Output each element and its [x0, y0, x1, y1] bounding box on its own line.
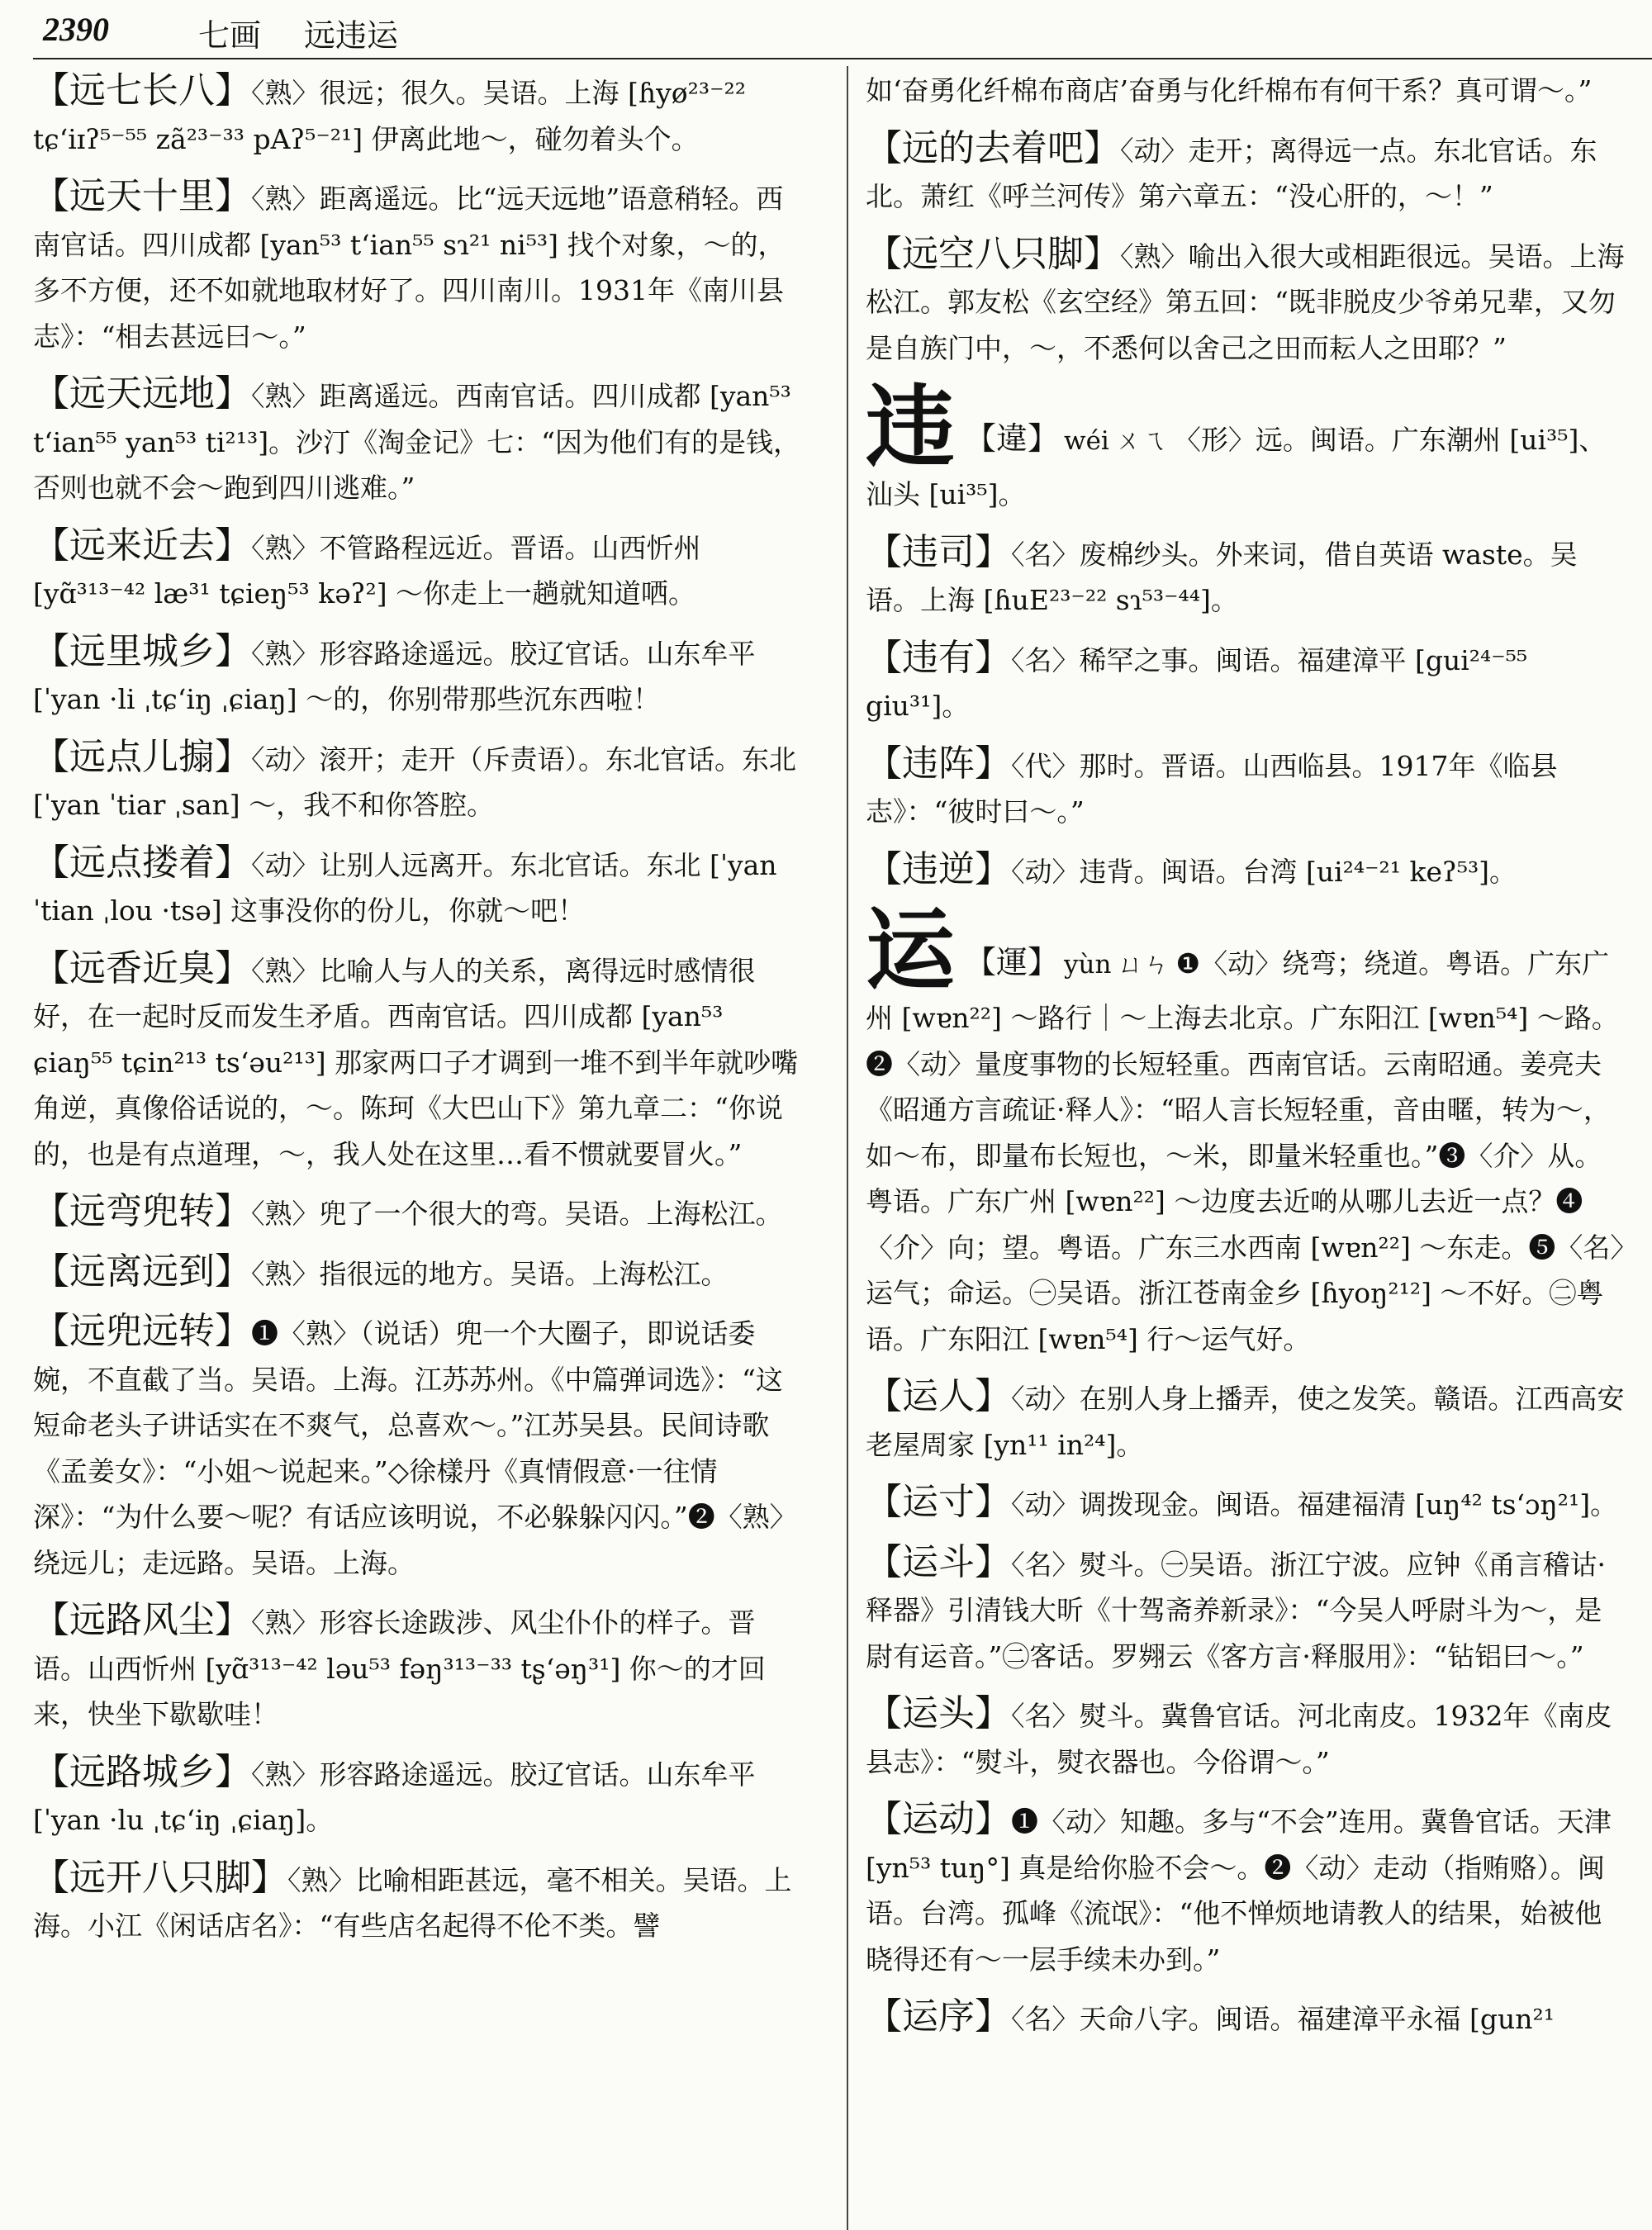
entry-text: ❶〈熟〉（说话）兜一个大圈子，即说话委婉，不直截了当。吴语。上海。江苏苏州。《中篇弹词选》：“这短命老头子讲话实在不爽气，总喜欢～。”江苏吴县。民间诗歌《孟姜女》：“小姐～说起来。”◇徐樣丹《真情假意·一往情深》：“为什么要～呢？有话应该明说，不必躲躲闪闪。”❷〈熟〉绕远儿；走远路。吴语。上海。: [33, 1317, 797, 1579]
entry-headword: 【远七长八】: [33, 69, 251, 112]
entry-headword: 【远开八只脚】: [33, 1856, 287, 1899]
section-label: 七画: [198, 17, 262, 54]
head-character-entry: [866, 375, 1626, 518]
entry: [866, 126, 1626, 220]
bopomofo: ㄩㄣ: [1118, 950, 1170, 980]
entry-text: ❶〈动〉知趣。多与“不会”连用。冀鲁官话。天津 [yn⁵³ tuŋ°] 真是给你脸不会～。❷〈动〉走动（指贿赂）。闽语。台湾。孤峰《流氓》：“他不惮烦地请教人的结果，始被他晓得还有～一层手续未办到。”: [866, 1805, 1612, 1976]
entry-headword: 【违逆】: [866, 847, 1011, 890]
entry: [33, 629, 801, 723]
entry: [866, 1691, 1626, 1785]
entry: [866, 231, 1626, 372]
entry-headword: 【远来近去】: [33, 524, 251, 567]
entry: [866, 1994, 1626, 2043]
entry-headword: 【远天远地】: [33, 372, 251, 415]
traditional-form: 【運】: [965, 944, 1060, 980]
entry-text: 〈熟〉比喻人与人的关系，离得远时感情很好，在一起时反而发生矛盾。西南官话。四川成都 [yan⁵³ ɕiaŋ⁵⁵ tɕin²¹³ tsʻəu²¹³] 那家两口子才调到一堆不到半年就吵嘴角逆，真像俗话说的，～。陈珂《大巴山下》第九章二：“你说的，也是有点道理，～，我人处在这里…看不惯就要冒火。”: [33, 954, 799, 1170]
entry-text: 〈动〉违背。闽语。台湾 [ui²⁴⁻²¹ keʔ⁵³]。: [1011, 855, 1517, 888]
bopomofo: ㄨㄟ: [1115, 426, 1167, 456]
entry: [33, 371, 801, 511]
traditional-form: 【違】: [965, 420, 1060, 457]
entry: [866, 529, 1626, 624]
right-column: [866, 68, 1626, 2054]
head-character: 违: [866, 375, 956, 479]
entry: [33, 68, 801, 162]
entry: [866, 1479, 1626, 1528]
entry: [33, 734, 801, 828]
page-number: 2390: [43, 11, 109, 48]
entry: [33, 1855, 801, 1949]
entry-headword: 【远路风尘】: [33, 1599, 251, 1641]
entry: [33, 1249, 801, 1298]
entry-text: 〈形〉远。闽语。广东潮州 [ui³⁵]、汕头 [ui³⁵]。: [866, 424, 1607, 510]
entry-headword: 【远兜远转】: [33, 1310, 251, 1352]
entry: [866, 1796, 1626, 1982]
entry: [33, 840, 801, 934]
entry-headword: 【违司】: [866, 530, 1011, 573]
entry-headword: 【违有】: [866, 636, 1011, 679]
entry: [866, 741, 1626, 835]
entry-text: 〈熟〉比喻相距甚远，毫不相关。吴语。上海。小江《闲话店名》：“有些店名起得不伦不类。譬: [33, 1863, 792, 1942]
entry: [33, 1308, 801, 1586]
entry-headword: 【运序】: [866, 1995, 1011, 2038]
entry: [866, 847, 1626, 895]
entry-headword: 【远的去着吧】: [866, 126, 1120, 169]
entry-text: 〈动〉在别人身上播弄，使之发笑。赣语。江西高安老屋周家 [yn¹¹ in²⁴]。: [866, 1383, 1625, 1461]
header-rule: [33, 58, 1652, 59]
entry-text: 〈熟〉指很远的地方。吴语。上海松江。: [251, 1257, 729, 1290]
entry-headword: 【远弯兜转】: [33, 1190, 251, 1232]
entry-text: ❶〈动〉绕弯；绕道。粤语。广东广州 [wɐn²²] ～路行｜～上海去北京。广东阳江 [wɐn⁵⁴] ～路。❷〈动〉量度事物的长短轻重。西南官话。云南昭通。姜亮夫《昭通方言疏证·释人》：“昭人言长短轻重，音由暱，转为～，如～布，即量布长短也，～米，即量米轻重也。”❸〈介〉从。粤语。广东广州 [wɐn²²] ～边度去近啲从哪儿去近一点？❹〈介〉向；望。粤语。广东三水西南 [wɐn²²] ～东走。❺〈名〉运气；命运。㊀吴语。浙江苍南金乡 [ɦyoŋ²¹²] ～不好。㊁粤语。广东阳江 [wɐn⁵⁴] 行～运气好。: [866, 947, 1624, 1355]
entry-headword: 【远天十里】: [33, 175, 251, 217]
entry-headword: 【运斗】: [866, 1540, 1011, 1583]
entry-headword: 【远路城乡】: [33, 1750, 251, 1793]
column-divider: [847, 66, 848, 2230]
entry-text: 〈动〉让别人远离开。东北官话。东北 [ˈyan ˈtian ˌlou ·tsə] 这事没你的份儿，你就～吧！: [33, 848, 777, 927]
entry-continuation: [866, 68, 1626, 114]
entry-text: 〈熟〉距离遥远。比“远天远地”语意稍轻。西南官话。四川成都 [yan⁵³ tʻian⁵⁵ sɿ²¹ ni⁵³] 找个对象，～的，多不方便，还不如就地取材好了。四川南川。1931年《南川县志》：“相去甚远曰～。”: [33, 183, 786, 353]
entry-text: 〈熟〉喻出入很大或相距很远。吴语。上海松江。郭友松《玄空经》第五回：“既非脱皮少爷弟兄辈，又勿是自族门中，～，不悉何以舍己之田而耘人之田耶？”: [866, 240, 1625, 364]
entry-headword: 【运人】: [866, 1375, 1011, 1417]
entry-headword: 【远点儿搧】: [33, 735, 251, 778]
entry: [33, 173, 801, 359]
entry-headword: 【远离远到】: [33, 1250, 251, 1293]
left-column: [33, 68, 801, 1961]
entry-text: 〈动〉滚开；走开（斥责语）。东北官话。东北 [ˈyan ˈtiar ˌsan] ～，我不和你答腔。: [33, 743, 796, 821]
entry: [866, 1374, 1626, 1468]
entry-text: 〈名〉熨斗。㊀吴语。浙江宁波。应钟《甬言稽诂·释器》引清钱大昕《十驾斋养新录》：“今吴人呼尉斗为～，是尉有运音。”㊁客话。罗翙云《客方言·释服用》：“钻铝曰～。”: [866, 1548, 1606, 1672]
entry-text: 〈熟〉很远；很久。吴语。上海 [ɦyø²³⁻²² tɕʻiɪʔ⁵⁻⁵⁵ zã²³⁻³³ pAʔ⁵⁻²¹] 伊离此地～，碰勿着头个。: [33, 77, 746, 155]
entry-text: 〈代〉那时。晋语。山西临县。1917年《临县志》：“彼时曰～。”: [866, 749, 1558, 828]
entry-headword: 【远点搂着】: [33, 841, 251, 884]
entry: [33, 1189, 801, 1237]
entry: [33, 946, 801, 1178]
entry-text: 〈名〉熨斗。冀鲁官话。河北南皮。1932年《南皮县志》：“熨斗，熨衣器也。今俗谓～。”: [866, 1700, 1612, 1778]
entry-text: 〈熟〉形容路途遥远。胶辽官话。山东牟平 [ˈyan ·lu ˌtɕʻiŋ ˌɕiaŋ]。: [33, 1758, 756, 1836]
entry-text: 如‘奋勇化纤棉布商店’奋勇与化纤棉布有何干系？真可谓～。”: [866, 74, 1593, 107]
entry-text: 〈动〉走开；离得远一点。东北官话。东北。萧红《呼兰河传》第六章五：“没心肝的，～！”: [866, 134, 1597, 212]
entry-text: 〈名〉稀罕之事。闽语。福建漳平 [gui²⁴⁻⁵⁵ giu³¹]。: [866, 643, 1528, 722]
entry-headword: 【运头】: [866, 1692, 1011, 1734]
entry: [33, 1597, 801, 1738]
entry-text: 〈熟〉兜了一个很大的弯。吴语。上海松江。: [251, 1198, 783, 1230]
entry-headword: 【远空八只脚】: [866, 232, 1120, 275]
page-header: [43, 12, 1612, 61]
entry-text: 〈动〉调拨现金。闽语。福建福清 [uŋ⁴² tsʻɔŋ²¹]。: [1011, 1488, 1618, 1521]
entry-headword: 【远里城乡】: [33, 629, 251, 672]
entry: [33, 523, 801, 617]
entry-headword: 【违阵】: [866, 742, 1011, 785]
entry-text: 〈名〉天命八字。闽语。福建漳平永福 [gun²¹: [1011, 2003, 1555, 2035]
entry-headword: 【运动】: [866, 1798, 1011, 1840]
pinyin: wéi: [1064, 426, 1109, 456]
head-character: 运: [866, 899, 956, 1003]
entry-text: 〈熟〉不管路程远近。晋语。山西忻州 [yɑ̃³¹³⁻⁴² læ³¹ tɕieŋ⁵³ kəʔ²] ～你走上一趟就知道哂。: [33, 531, 701, 610]
entry-text: 〈熟〉形容路途遥远。胶辽官话。山东牟平 [ˈyan ·li ˌtɕʻiŋ ˌɕiaŋ] ～的，你别带那些沉东西啦！: [33, 637, 756, 715]
entry: [33, 1749, 801, 1843]
entry-headword: 【运寸】: [866, 1481, 1011, 1523]
entry-headword: 【远香近臭】: [33, 947, 251, 989]
guide-words: 远违运: [304, 17, 399, 54]
entry-text: 〈名〉废棉纱头。外来词，借自英语 waste。吴语。上海 [ɦuE²³⁻²² sɿ⁵³⁻⁴⁴]。: [866, 538, 1578, 616]
entry-text: 〈熟〉形容长途跋涉、风尘仆仆的样子。晋语。山西忻州 [yɑ̃³¹³⁻⁴² ləu⁵³ fəŋ³¹³⁻³³ tʂʻəŋ³¹] 你～的才回来，快坐下歇歇哇！: [33, 1606, 766, 1730]
head-character-entry: [866, 899, 1626, 1362]
entry: [866, 1540, 1626, 1680]
entry: [866, 635, 1626, 729]
entry-text: 〈熟〉距离遥远。西南官话。四川成都 [yan⁵³ tʻian⁵⁵ yan⁵³ ti²¹³]。沙汀《淘金记》七：“因为他们有的是钱，否则也就不会～跑到四川逃难。”: [33, 380, 800, 504]
pinyin: yùn: [1064, 950, 1112, 980]
